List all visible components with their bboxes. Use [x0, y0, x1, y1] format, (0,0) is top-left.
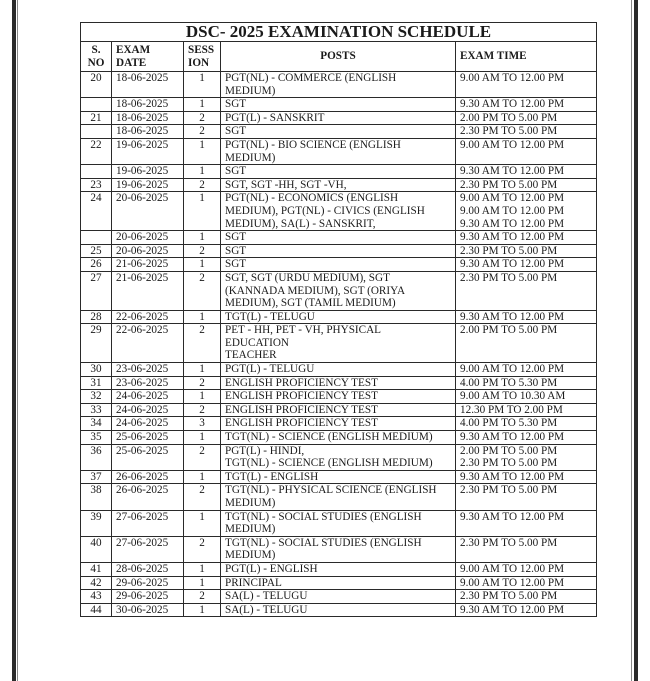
cell-exam-time	[456, 72, 597, 98]
cell-exam-time	[456, 536, 597, 562]
header-sno: S. NO	[81, 42, 112, 72]
cell-sno: 24	[81, 192, 112, 231]
cell-exam-time	[456, 470, 597, 484]
cell-posts	[221, 484, 456, 510]
cell-posts	[221, 603, 456, 617]
exam-time-line: 9.00 AM TO 12.00 PM	[460, 562, 565, 575]
posts-line: MEDIUM)	[225, 151, 276, 164]
posts-line: MEDIUM), SA(L) - SANSKRIT,	[225, 217, 376, 230]
cell-exam-date: 18-06-2025	[112, 111, 184, 125]
exam-time-line: 9.30 AM TO 12.00 PM	[460, 98, 565, 111]
posts-line: TGT(NL) - SCIENCE (ENGLISH MEDIUM)	[225, 457, 433, 470]
posts-line: ENGLISH PROFICIENCY TEST	[225, 417, 378, 430]
cell-session: 1	[184, 431, 221, 445]
cell-exam-date: 25-06-2025	[112, 444, 184, 470]
cell-posts	[221, 138, 456, 164]
cell-posts	[221, 376, 456, 390]
table-row	[81, 576, 597, 590]
table-row	[81, 390, 597, 404]
cell-posts	[221, 403, 456, 417]
posts-line: EDUCATION	[225, 336, 290, 349]
cell-session: 1	[184, 390, 221, 404]
cell-session: 2	[184, 444, 221, 470]
page-edge-right	[634, 0, 638, 681]
cell-sno: 39	[81, 510, 112, 536]
exam-time-line: 4.00 PM TO 5.30 PM	[460, 376, 558, 389]
cell-exam-time	[456, 590, 597, 604]
exam-time-line: 2.30 PM TO 5.00 PM	[460, 244, 558, 257]
exam-time-line: 9.30 AM TO 12.00 PM	[460, 510, 565, 523]
cell-exam-time	[456, 390, 597, 404]
table-row	[81, 444, 597, 470]
cell-session: 1	[184, 470, 221, 484]
cell-exam-time	[456, 258, 597, 272]
cell-session: 1	[184, 138, 221, 164]
cell-posts	[221, 510, 456, 536]
cell-exam-date: 22-06-2025	[112, 310, 184, 324]
cell-exam-date: 19-06-2025	[112, 178, 184, 192]
cell-posts	[221, 431, 456, 445]
posts-line: PGT(L) - ENGLISH	[225, 562, 318, 575]
cell-exam-time	[456, 562, 597, 576]
cell-session: 2	[184, 536, 221, 562]
cell-exam-date: 19-06-2025	[112, 138, 184, 164]
table-row	[81, 231, 597, 245]
cell-sno: 33	[81, 403, 112, 417]
cell-sno: 20	[81, 72, 112, 98]
cell-exam-date: 29-06-2025	[112, 576, 184, 590]
cell-exam-time	[456, 98, 597, 112]
cell-sno: 22	[81, 138, 112, 164]
cell-session: 2	[184, 324, 221, 363]
exam-time-line: 2.30 PM TO 5.00 PM	[460, 536, 558, 549]
table-row	[81, 125, 597, 139]
posts-line: TEACHER	[225, 349, 277, 362]
cell-sno: 29	[81, 324, 112, 363]
cell-exam-time	[456, 125, 597, 139]
cell-posts	[221, 363, 456, 377]
cell-sno: 43	[81, 590, 112, 604]
cell-session: 1	[184, 576, 221, 590]
cell-sno: 44	[81, 603, 112, 617]
cell-posts	[221, 98, 456, 112]
posts-line: TGT(L) - TELUGU	[225, 310, 315, 323]
cell-session: 2	[184, 178, 221, 192]
cell-posts	[221, 536, 456, 562]
posts-line: ENGLISH PROFICIENCY TEST	[225, 390, 378, 403]
cell-session: 1	[184, 98, 221, 112]
cell-exam-time	[456, 138, 597, 164]
exam-time-line: 9.30 AM TO 12.00 PM	[460, 258, 565, 271]
posts-line: PGT(L) - SANSKRIT	[225, 111, 325, 124]
cell-sno: 21	[81, 111, 112, 125]
cell-sno: 38	[81, 484, 112, 510]
exam-time-line: 2.30 PM TO 5.00 PM	[460, 125, 558, 138]
cell-session: 1	[184, 363, 221, 377]
exam-time-line: 9.00 AM TO 12.00 PM	[460, 576, 565, 589]
cell-exam-date: 26-06-2025	[112, 470, 184, 484]
cell-posts	[221, 590, 456, 604]
cell-sno: 41	[81, 562, 112, 576]
cell-posts	[221, 72, 456, 98]
cell-posts	[221, 271, 456, 310]
table-row	[81, 510, 597, 536]
cell-posts	[221, 576, 456, 590]
cell-sno: 25	[81, 244, 112, 258]
posts-line: PRINCIPAL	[225, 576, 282, 589]
cell-posts	[221, 178, 456, 192]
cell-session: 2	[184, 111, 221, 125]
posts-line: SGT	[225, 98, 247, 111]
posts-line: TGT(NL) - SCIENCE (ENGLISH MEDIUM)	[225, 431, 433, 444]
exam-time-line: 2.00 PM TO 5.00 PM	[460, 324, 558, 337]
table-row	[81, 111, 597, 125]
header-row	[81, 42, 597, 72]
exam-time-line: 9.30 AM TO 12.00 PM	[460, 165, 565, 178]
cell-exam-date: 20-06-2025	[112, 244, 184, 258]
exam-time-line: 9.00 AM TO 12.00 PM	[460, 72, 565, 84]
cell-session: 1	[184, 310, 221, 324]
cell-exam-date: 18-06-2025	[112, 98, 184, 112]
cell-posts	[221, 231, 456, 245]
cell-exam-time	[456, 244, 597, 258]
posts-line: PGT(L) - TELUGU	[225, 363, 315, 376]
cell-exam-time	[456, 603, 597, 617]
cell-exam-date: 28-06-2025	[112, 562, 184, 576]
table-row	[81, 72, 597, 98]
exam-time-line: 9.00 AM TO 10.30 AM	[460, 390, 566, 403]
cell-session: 1	[184, 603, 221, 617]
cell-posts	[221, 244, 456, 258]
cell-session: 2	[184, 376, 221, 390]
table-row	[81, 484, 597, 510]
posts-line: TGT(NL) - SOCIAL STUDIES (ENGLISH	[225, 536, 422, 549]
posts-line: (KANNADA MEDIUM), SGT (ORIYA	[225, 284, 406, 297]
posts-line: SA(L) - TELUGU	[225, 603, 308, 616]
cell-session: 3	[184, 417, 221, 431]
cell-exam-time	[456, 403, 597, 417]
cell-exam-time	[456, 165, 597, 179]
cell-exam-date: 24-06-2025	[112, 417, 184, 431]
exam-time-line: 9.00 AM TO 12.00 PM	[460, 204, 565, 217]
posts-line: TGT(NL) - PHYSICAL SCIENCE (ENGLISH	[225, 484, 437, 497]
cell-exam-date: 25-06-2025	[112, 431, 184, 445]
cell-posts	[221, 444, 456, 470]
cell-session: 2	[184, 244, 221, 258]
cell-sno: 35	[81, 431, 112, 445]
table-row	[81, 165, 597, 179]
cell-exam-date: 19-06-2025	[112, 165, 184, 179]
exam-time-line: 2.30 PM TO 5.00 PM	[460, 457, 558, 470]
table-row	[81, 590, 597, 604]
cell-session: 1	[184, 165, 221, 179]
table-row	[81, 324, 597, 363]
posts-line: SGT	[225, 125, 247, 138]
posts-line: PGT(NL) - COMMERCE (ENGLISH	[225, 72, 397, 84]
cell-exam-date: 23-06-2025	[112, 363, 184, 377]
exam-time-line: 9.00 AM TO 12.00 PM	[460, 138, 565, 151]
exam-time-line: 9.30 AM TO 12.00 PM	[460, 310, 565, 323]
table-row	[81, 271, 597, 310]
posts-line: MEDIUM)	[225, 523, 276, 536]
header-exam-date: EXAM DATE	[112, 42, 184, 72]
table-row	[81, 470, 597, 484]
header-session: SESS ION	[184, 42, 221, 72]
posts-line: SGT	[225, 258, 247, 271]
table-row	[81, 562, 597, 576]
cell-posts	[221, 111, 456, 125]
cell-session: 1	[184, 231, 221, 245]
table-row	[81, 431, 597, 445]
posts-line: MEDIUM), SGT (TAMIL MEDIUM)	[225, 297, 396, 310]
cell-posts	[221, 324, 456, 363]
posts-line: TGT(L) - ENGLISH	[225, 470, 319, 483]
cell-exam-date: 26-06-2025	[112, 484, 184, 510]
posts-line: SA(L) - TELUGU	[225, 590, 308, 603]
cell-session: 1	[184, 562, 221, 576]
table-row	[81, 310, 597, 324]
cell-sno: 37	[81, 470, 112, 484]
exam-time-line: 9.30 AM TO 12.00 PM	[460, 470, 565, 483]
cell-exam-time	[456, 310, 597, 324]
exam-time-line: 2.30 PM TO 5.00 PM	[460, 590, 558, 603]
posts-line: MEDIUM), PGT(NL) - CIVICS (ENGLISH	[225, 204, 425, 217]
cell-exam-date: 21-06-2025	[112, 271, 184, 310]
posts-line: ENGLISH PROFICIENCY TEST	[225, 403, 378, 416]
table-row	[81, 417, 597, 431]
cell-exam-time	[456, 417, 597, 431]
cell-exam-date: 24-06-2025	[112, 403, 184, 417]
cell-posts	[221, 310, 456, 324]
posts-line: PET - HH, PET - VH, PHYSICAL	[225, 324, 382, 337]
cell-posts	[221, 192, 456, 231]
cell-exam-time	[456, 376, 597, 390]
cell-exam-time	[456, 111, 597, 125]
cell-posts	[221, 562, 456, 576]
posts-line: MEDIUM)	[225, 549, 276, 562]
header-exam-time: EXAM TIME	[456, 42, 597, 72]
exam-time-line: 2.30 PM TO 5.00 PM	[460, 271, 558, 284]
cell-sno: 30	[81, 363, 112, 377]
table-row	[81, 258, 597, 272]
posts-line: PGT(NL) - ECONOMICS (ENGLISH	[225, 192, 399, 205]
cell-exam-time	[456, 363, 597, 377]
cell-session: 1	[184, 510, 221, 536]
cell-sno: 26	[81, 258, 112, 272]
exam-time-line: 9.00 AM TO 12.00 PM	[460, 363, 565, 376]
cell-exam-date: 21-06-2025	[112, 258, 184, 272]
table-row	[81, 98, 597, 112]
cell-sno: 40	[81, 536, 112, 562]
exam-time-line: 9.00 AM TO 12.00 PM	[460, 192, 565, 205]
cell-exam-time	[456, 324, 597, 363]
cell-exam-time	[456, 576, 597, 590]
header-posts: POSTS	[221, 42, 456, 72]
posts-line: MEDIUM)	[225, 84, 276, 97]
cell-sno: 23	[81, 178, 112, 192]
posts-line: PGT(NL) - BIO SCIENCE (ENGLISH	[225, 138, 401, 151]
cell-exam-date: 30-06-2025	[112, 603, 184, 617]
cell-posts	[221, 165, 456, 179]
cell-sno	[81, 125, 112, 139]
cell-exam-date: 18-06-2025	[112, 72, 184, 98]
table-row	[81, 536, 597, 562]
table-row	[81, 138, 597, 164]
posts-line: MEDIUM)	[225, 497, 276, 509]
cell-sno: 34	[81, 417, 112, 431]
cell-posts	[221, 417, 456, 431]
exam-time-line: 2.30 PM TO 5.00 PM	[460, 484, 558, 497]
cell-session: 2	[184, 590, 221, 604]
cell-exam-time	[456, 484, 597, 510]
cell-exam-time	[456, 178, 597, 192]
exam-time-line: 2.30 PM TO 5.00 PM	[460, 178, 558, 191]
cell-sno: 31	[81, 376, 112, 390]
posts-line: SGT, SGT (URDU MEDIUM), SGT	[225, 271, 390, 284]
posts-line: SGT	[225, 244, 247, 257]
cell-posts	[221, 470, 456, 484]
cell-exam-date: 20-06-2025	[112, 192, 184, 231]
table-row	[81, 363, 597, 377]
cell-session: 2	[184, 271, 221, 310]
cell-session: 1	[184, 192, 221, 231]
exam-time-line: 9.30 AM TO 12.00 PM	[460, 231, 565, 244]
posts-line: SGT, SGT -HH, SGT -VH,	[225, 178, 347, 191]
cell-posts	[221, 390, 456, 404]
table-row	[81, 603, 597, 617]
cell-sno	[81, 231, 112, 245]
cell-exam-time	[456, 271, 597, 310]
page-edge-left	[12, 0, 16, 681]
table-row	[81, 244, 597, 258]
exam-time-line: 9.30 AM TO 12.00 PM	[460, 431, 565, 444]
cell-exam-date: 23-06-2025	[112, 376, 184, 390]
cell-sno	[81, 165, 112, 179]
schedule-rows	[81, 72, 597, 617]
cell-exam-date: 27-06-2025	[112, 536, 184, 562]
exam-schedule-table	[80, 22, 597, 617]
exam-time-line: 4.00 PM TO 5.30 PM	[460, 417, 558, 430]
cell-exam-time	[456, 510, 597, 536]
cell-exam-time	[456, 231, 597, 245]
posts-line: SGT	[225, 165, 247, 178]
posts-line: ENGLISH PROFICIENCY TEST	[225, 376, 378, 389]
cell-sno: 27	[81, 271, 112, 310]
exam-time-line: 2.00 PM TO 5.00 PM	[460, 444, 558, 457]
posts-line: PGT(L) - HINDI,	[225, 444, 305, 457]
cell-exam-date: 22-06-2025	[112, 324, 184, 363]
posts-line: SGT	[225, 231, 247, 244]
cell-exam-date: 24-06-2025	[112, 390, 184, 404]
cell-sno: 36	[81, 444, 112, 470]
cell-exam-date: 29-06-2025	[112, 590, 184, 604]
table-row	[81, 178, 597, 192]
exam-time-line: 9.30 AM TO 12.00 PM	[460, 217, 565, 230]
exam-time-line: 2.00 PM TO 5.00 PM	[460, 111, 558, 124]
cell-exam-date: 27-06-2025	[112, 510, 184, 536]
cell-exam-date: 18-06-2025	[112, 125, 184, 139]
cell-session: 1	[184, 258, 221, 272]
cell-sno: 42	[81, 576, 112, 590]
cell-sno: 32	[81, 390, 112, 404]
exam-time-line: 9.30 AM TO 12.00 PM	[460, 603, 565, 616]
cell-posts	[221, 125, 456, 139]
cell-exam-time	[456, 192, 597, 231]
cell-session: 2	[184, 484, 221, 510]
cell-session: 2	[184, 125, 221, 139]
cell-exam-time	[456, 444, 597, 470]
table-row	[81, 376, 597, 390]
cell-exam-date: 20-06-2025	[112, 231, 184, 245]
cell-sno	[81, 98, 112, 112]
cell-sno: 28	[81, 310, 112, 324]
table-row	[81, 192, 597, 231]
cell-session: 2	[184, 403, 221, 417]
exam-time-line: 12.30 PM TO 2.00 PM	[460, 403, 563, 416]
cell-posts	[221, 258, 456, 272]
table-row	[81, 403, 597, 417]
table-title: DSC- 2025 EXAMINATION SCHEDULE	[81, 23, 597, 42]
cell-session: 1	[184, 72, 221, 98]
cell-exam-time	[456, 431, 597, 445]
posts-line: TGT(NL) - SOCIAL STUDIES (ENGLISH	[225, 510, 422, 523]
